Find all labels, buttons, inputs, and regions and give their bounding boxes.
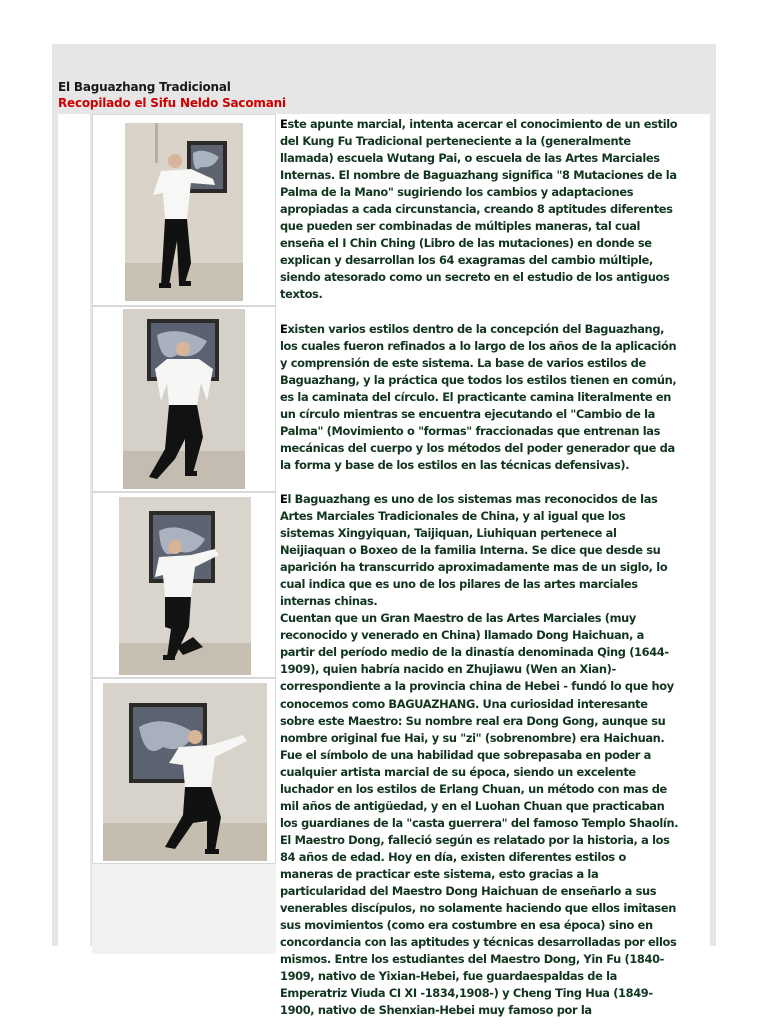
photo-cell-2: [92, 306, 276, 492]
article-paragraph-1: [280, 116, 680, 304]
paragraph-text: ste apunte marcial, intenta acercar el conocimiento de un estilo del Kung Fu Tradicional perteneciente a la (generalmente llamada) escuela Wutang Pai, o escuela de las Artes Marciales Internas. El nombre de Baguazhang significa "8 Mutaciones de la Palma de la Mano" sugiriendo los cambios y adaptaciones apropiadas a cada circunstancia, creando 8 aptitudes diferentes que pueden ser combinadas de múltiples maneras, tal cual enseña el I Chin Ching (Libro de las mutaciones) en donde se explican y desarrollan los 64 exagramas del cambio múltiple, siendo atesorado como un secreto en el estudio de los antiguos textos.: [280, 117, 678, 302]
article-body: [280, 116, 680, 1019]
left-margin-cell: [58, 114, 90, 954]
martial-artist-photo-3-icon: [119, 497, 251, 675]
page-subtitle: Recopilado el Sifu Neldo Sacomani: [58, 96, 286, 110]
drop-letter: E: [280, 117, 288, 131]
document-page: [52, 44, 716, 1018]
drop-letter: E: [280, 321, 288, 336]
photo-cell-3: [92, 492, 276, 678]
martial-artist-photo-4-icon: [103, 683, 267, 861]
paragraph-text: xisten varios estilos dentro de la concepción del Baguazhang, los cuales fueron refinados a lo largo de los años de la aplicación y comprensión de este sistema. La base de varios estilos de Baguazhang, y la práctica que todos los estilos tienen en común, es la caminata del círculo. El practicante camina literalmente en un círculo mientras se encuentra ejecutando el "Cambio de la Palma" (Movimiento o "formas" fraccionadas que entrenan las mecánicas del cuerpo y los métodos del poder generador que da la forma y base de los estilos en las técnicas defensivas).: [280, 321, 677, 472]
photo-cell-4: [92, 678, 276, 864]
martial-artist-photo-1-icon: [125, 123, 243, 301]
article-paragraph-4: Cuentan que un Gran Maestro de las Artes Marciales (muy reconocido y venerado en China) llamado Dong Haichuan, a partir del período medio de la dinastía denominada Qing (1644-1909), quien habría nacido en Zhujiawu (Wen an Xian)- correspondiente a la provincia china de Hebei - fundó lo que hoy conocemos como BAGUAZHANG. Una curiosidad interesante sobre este Maestro: Su nombre real era Dong Gong, aunque su nombre original fue Hai, y su "zi" (sobrenombre) era Haichuan. Fue el símbolo de una habilidad que sobrepasaba en poder a cualquier artista marcial de su época, siendo un excelente luchador en los estilos de Erlang Chuan, un método con mas de mil años de antigüedad, y en el Luohan Chuan que practicaban los guardianes de la "casta guerrera" del famoso Templo Shaolín. El Maestro Dong, falleció según es relatado por la historia, a los 84 años de edad. Hoy en día, existen diferentes estilos o maneras de practicar este sistema, esto gracias a la particularidad del Maestro Dong Haichuan de enseñarlo a sus venerables discípulos, no solamente haciendo que ellos imitasen sus movimientos (como era costumbre en esa época) sino en concordancia con las aptitudes y técnicas desarrolladas por ellos mismos. Entre los estudiantes del Maestro Dong, Yin Fu (1840-1909, nativo de Yixian-Hebei, fue guardaespaldas de la Emperatriz Viuda CI XI -1834,1908-) y Cheng Ting Hua (1849-1900, nativo de Shenxian-Hebei muy famoso por la: [280, 611, 679, 1018]
article-paragraph-2: [280, 321, 680, 474]
martial-artist-photo-2-icon: [123, 309, 245, 489]
photo-column: [92, 114, 276, 954]
article-paragraph-3: [280, 491, 680, 610]
text-column: [276, 114, 710, 1018]
drop-letter: E: [280, 491, 288, 506]
page-title: El Baguazhang Tradicional: [58, 80, 231, 94]
photo-cell-1: [92, 114, 276, 306]
paragraph-text: l Baguazhang es uno de los sistemas mas reconocidos de las Artes Marciales Tradicionales de China, y al igual que los sistemas Xingyiquan, Taijiquan, Liuhiquan pertenece al Neijiaquan o Boxeo de la familia Interna. Se dice que desde su aparición ha transcurrido aproximadamente mas de un siglo, lo cual indica que es uno de los pilares de las artes marciales internas chinas.: [280, 491, 668, 609]
